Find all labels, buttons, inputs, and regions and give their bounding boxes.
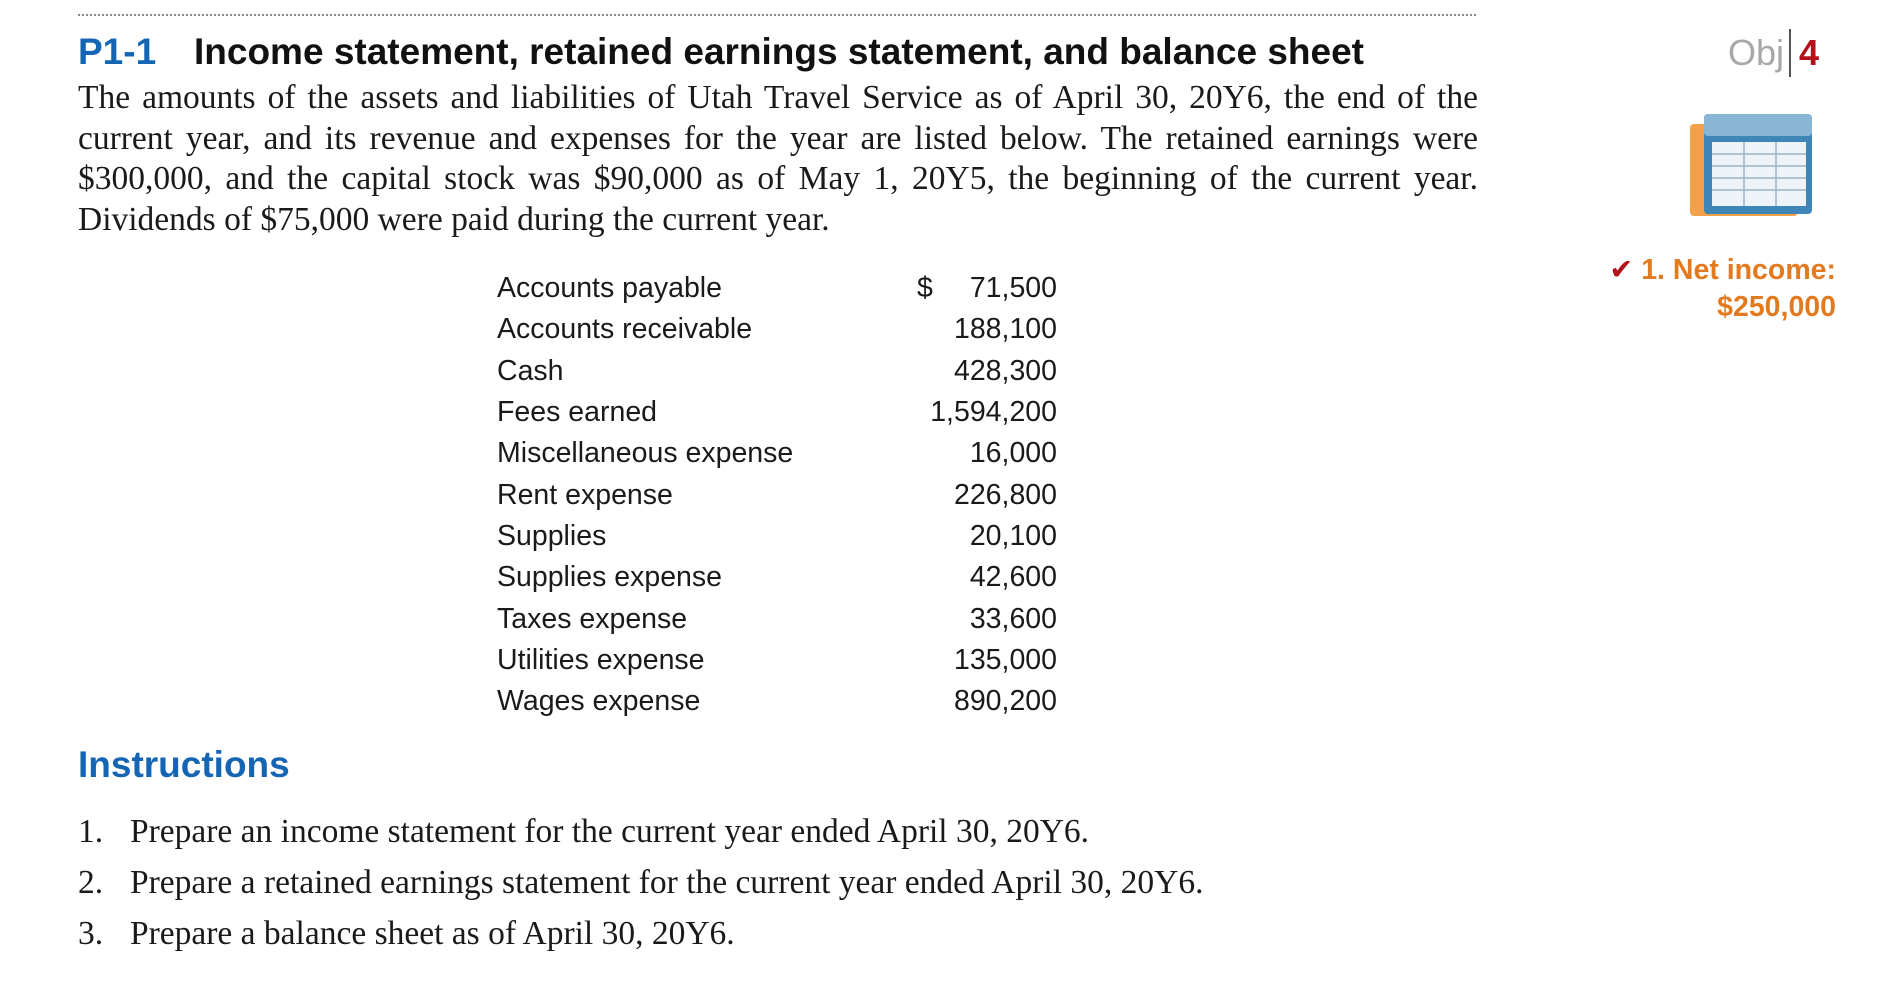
currency-symbol: $ bbox=[917, 272, 933, 305]
spreadsheet-icon-grid bbox=[1712, 142, 1806, 206]
objective-badge bbox=[1728, 28, 1819, 78]
account-name: Utilities expense bbox=[497, 643, 705, 676]
problem-intro-paragraph: The amounts of the assets and liabilities of Utah Travel Service as of April 30, 20Y6, the end of the current year, and its revenue and expenses for the year are listed below. The retained earnings were $300,000, and the capital stock was $90,000 as of May 1, 20Y5, the beginning of the current year. Dividends of $75,000 were paid during the current year. bbox=[78, 79, 1478, 238]
answer-value: $250,000 bbox=[1717, 291, 1836, 323]
account-row bbox=[497, 351, 1057, 392]
account-row bbox=[497, 598, 1057, 639]
account-amount-cell bbox=[917, 598, 1057, 639]
account-row bbox=[497, 640, 1057, 681]
account-amount: 226,800 bbox=[953, 478, 1057, 511]
account-name: Accounts receivable bbox=[497, 313, 753, 346]
account-amount-cell bbox=[917, 351, 1057, 392]
account-name: Fees earned bbox=[497, 396, 658, 429]
check-mark-icon: ✔ bbox=[1609, 254, 1634, 286]
account-amount-cell bbox=[917, 516, 1057, 557]
account-amount-cell bbox=[917, 474, 1057, 515]
account-row bbox=[497, 474, 1057, 515]
instruction-text: Prepare a retained earnings statement for the current year ended April 30, 20Y6. bbox=[130, 864, 1204, 901]
instruction-number: 1. bbox=[78, 813, 104, 850]
account-amount: 42,600 bbox=[969, 561, 1057, 594]
account-row bbox=[497, 309, 1057, 350]
instruction-text: Prepare a balance sheet as of April 30, 20Y6. bbox=[130, 915, 735, 952]
account-amount-cell bbox=[917, 681, 1057, 722]
account-name: Rent expense bbox=[497, 478, 673, 511]
instruction-item bbox=[78, 806, 1203, 857]
account-row bbox=[497, 268, 1057, 309]
account-amount: 428,300 bbox=[953, 354, 1057, 387]
problem-number: P1-1 bbox=[78, 31, 157, 72]
account-amount: 16,000 bbox=[969, 437, 1057, 470]
instruction-item bbox=[78, 908, 1203, 959]
problem-header bbox=[78, 28, 1478, 76]
answer-check bbox=[1572, 252, 1836, 326]
account-row bbox=[497, 681, 1057, 722]
account-row bbox=[497, 516, 1057, 557]
instructions-list bbox=[78, 806, 1203, 959]
account-name: Supplies expense bbox=[497, 561, 722, 594]
account-amount: 20,100 bbox=[969, 519, 1057, 552]
instruction-number: 2. bbox=[78, 864, 104, 901]
problem-title: Income statement, retained earnings statement, and balance sheet bbox=[194, 31, 1364, 72]
spreadsheet-icon bbox=[1688, 112, 1818, 224]
accounts-table bbox=[497, 268, 1057, 722]
account-row bbox=[497, 433, 1057, 474]
account-amount: 135,000 bbox=[953, 643, 1057, 676]
account-name: Accounts payable bbox=[497, 272, 722, 305]
account-row bbox=[497, 557, 1057, 598]
top-dotted-divider bbox=[78, 14, 1476, 16]
instructions-heading: Instructions bbox=[78, 744, 290, 785]
answer-check-line1 bbox=[1572, 252, 1836, 289]
account-amount: 188,100 bbox=[953, 313, 1057, 346]
account-name: Taxes expense bbox=[497, 602, 688, 635]
account-amount-cell bbox=[917, 268, 1057, 309]
instruction-number: 3. bbox=[78, 915, 104, 952]
objective-number: 4 bbox=[1799, 32, 1820, 73]
account-name: Miscellaneous expense bbox=[497, 437, 794, 470]
account-amount-cell bbox=[917, 309, 1057, 350]
account-amount: 890,200 bbox=[953, 685, 1057, 718]
account-amount: 1,594,200 bbox=[930, 396, 1057, 429]
account-amount-cell bbox=[917, 392, 1057, 433]
account-name: Supplies bbox=[497, 519, 607, 552]
instruction-item bbox=[78, 857, 1203, 908]
account-name: Wages expense bbox=[497, 685, 701, 718]
account-amount-cell bbox=[917, 640, 1057, 681]
instruction-text: Prepare an income statement for the current year ended April 30, 20Y6. bbox=[130, 813, 1090, 850]
account-amount-cell bbox=[917, 557, 1057, 598]
answer-label: 1. Net income: bbox=[1641, 254, 1836, 286]
accounts-table-body bbox=[497, 268, 1057, 722]
objective-label: Obj bbox=[1728, 32, 1785, 73]
account-name: Cash bbox=[497, 354, 564, 387]
account-row bbox=[497, 392, 1057, 433]
spreadsheet-icon-header bbox=[1704, 114, 1812, 136]
account-amount: 33,600 bbox=[969, 602, 1057, 635]
account-amount-cell bbox=[917, 433, 1057, 474]
account-amount: 71,500 bbox=[969, 272, 1057, 305]
